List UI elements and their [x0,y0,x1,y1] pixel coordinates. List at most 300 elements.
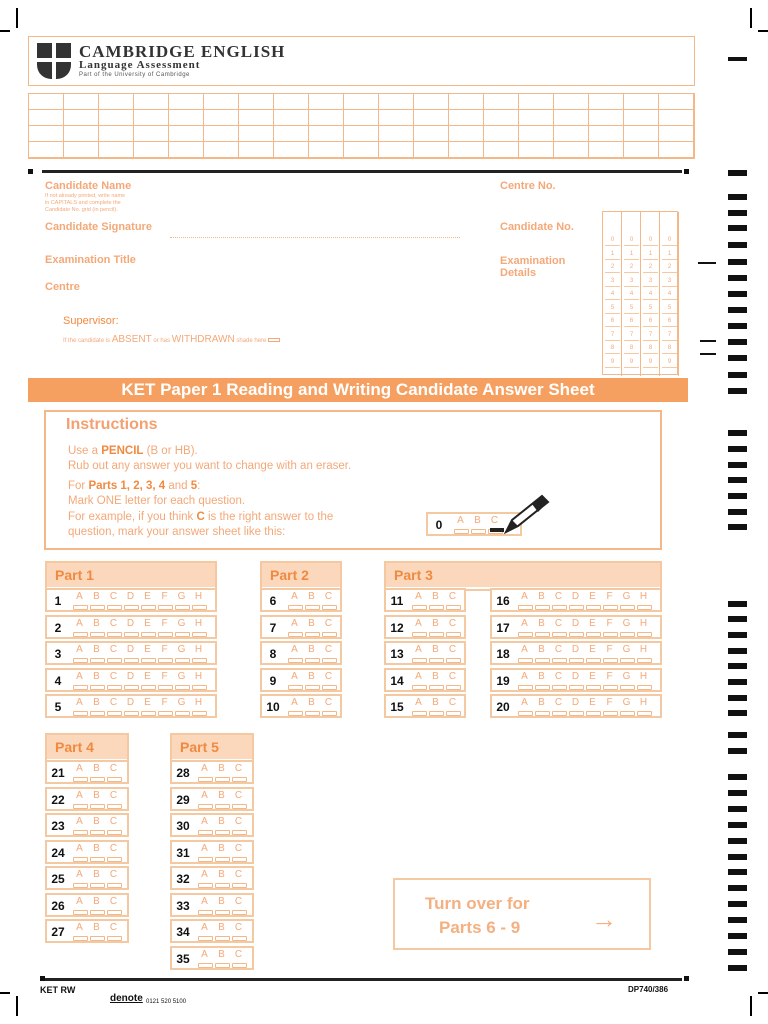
entry-grid-cell[interactable] [239,94,274,110]
entry-grid-cell[interactable] [589,142,624,158]
answer-option-bubble[interactable]: B [303,591,320,602]
answer-option-bubble[interactable]: C [320,697,337,708]
candidate-digit-bubble[interactable]: 4 [624,290,639,300]
answer-option-bubble[interactable]: C [550,618,567,629]
answer-option-bubble[interactable]: E [139,618,156,629]
answer-option-bubble[interactable]: H [635,644,652,655]
entry-grid-cell[interactable] [99,94,134,110]
answer-option-bubble[interactable]: A [410,644,427,655]
candidate-digit-bubble[interactable]: 1 [624,250,639,260]
answer-option-bubble[interactable]: C [550,697,567,708]
answer-option-bubble[interactable]: C [105,763,122,774]
entry-grid-cell[interactable] [624,142,659,158]
answer-option-bubble[interactable]: E [139,644,156,655]
answer-option-bubble[interactable]: G [173,591,190,602]
answer-option-bubble[interactable]: B [303,618,320,629]
entry-grid-cell[interactable] [204,94,239,110]
entry-grid-cell[interactable] [589,94,624,110]
timing-mark [728,854,747,860]
answer-option-bubble[interactable]: D [567,671,584,682]
answer-option-bubble[interactable]: A [516,644,533,655]
answer-option-bubble[interactable]: G [173,697,190,708]
answer-option-bubble[interactable]: C [444,697,461,708]
candidate-digit-bubble[interactable]: 5 [662,304,677,314]
entry-grid-cell[interactable] [484,110,519,126]
answer-option-bubble[interactable]: E [139,697,156,708]
answer-option-bubble[interactable]: A [410,591,427,602]
answer-option-bubble[interactable]: D [567,591,584,602]
entry-grid-cell[interactable] [64,126,99,142]
answer-option-bubble[interactable]: A [196,790,213,801]
absent-shade-box[interactable] [268,338,280,342]
centre-label: Centre [45,281,80,293]
answer-option-bubble[interactable]: B [213,922,230,933]
entry-grid-cell[interactable] [64,110,99,126]
entry-grid-cell[interactable] [449,94,484,110]
entry-grid-cell[interactable] [169,142,204,158]
entry-grid-cell[interactable] [519,126,554,142]
entry-grid-cell[interactable] [169,94,204,110]
candidate-digit-bubble[interactable]: 5 [605,304,620,314]
answer-option-bubble[interactable]: A [71,697,88,708]
answer-option-bubble[interactable]: B [213,816,230,827]
answer-option-bubble[interactable]: B [213,763,230,774]
answer-option-bubble[interactable]: B [88,896,105,907]
candidate-number-column [641,212,660,376]
answer-option-bubble[interactable]: B [303,644,320,655]
answer-option-bubble[interactable]: A [196,922,213,933]
answer-option-bubble[interactable]: A [516,591,533,602]
candidate-digit-bubble[interactable]: 2 [605,263,620,273]
entry-grid-cell[interactable] [554,110,589,126]
entry-grid-cell[interactable] [309,126,344,142]
entry-grid-cell[interactable] [519,142,554,158]
answer-option-bubble[interactable]: A [286,644,303,655]
answer-option-bubble[interactable]: C [105,896,122,907]
entry-grid-cell[interactable] [204,126,239,142]
answer-option-bubble[interactable]: D [567,644,584,655]
answer-option-bubble[interactable]: C [230,949,247,960]
answer-option-bubble[interactable]: H [635,591,652,602]
entry-grid-cell[interactable] [414,110,449,126]
answer-option-bubble[interactable]: D [122,644,139,655]
candidate-digit-bubble[interactable]: 2 [643,263,658,273]
candidate-digit-bubble[interactable]: 3 [624,277,639,287]
answer-option-bubble[interactable]: B [213,843,230,854]
candidate-digit-bubble[interactable]: 9 [624,358,639,368]
candidate-digit-bubble[interactable]: 7 [624,331,639,341]
entry-grid-cell[interactable] [239,110,274,126]
candidate-digit-bubble[interactable]: 7 [662,331,677,341]
answer-option-bubble[interactable]: B [88,843,105,854]
answer-option-bubble[interactable]: A [71,790,88,801]
answer-option-bubble[interactable]: A [71,843,88,854]
answer-option-bubble[interactable]: A [71,763,88,774]
answer-option-bubble[interactable]: C [320,591,337,602]
question-row [170,813,254,837]
answer-option-bubble[interactable]: C [550,644,567,655]
answer-option-bubble[interactable]: B [427,591,444,602]
entry-grid-cell[interactable] [274,142,309,158]
candidate-digit-bubble[interactable]: 0 [605,236,620,246]
answer-option-bubble[interactable]: E [584,697,601,708]
answer-option-bubble[interactable]: A [196,949,213,960]
candidate-digit-bubble[interactable]: 7 [643,331,658,341]
candidate-digit-bubble[interactable]: 9 [662,358,677,368]
timing-mark [728,194,747,200]
answer-option-bubble[interactable]: C [320,671,337,682]
answer-option-bubble[interactable]: F [156,671,173,682]
answer-option-bubble[interactable]: A [71,816,88,827]
answer-option-bubble[interactable]: A [71,618,88,629]
examination-title-label: Examination Title [45,254,136,266]
answer-option-bubble[interactable]: C [444,644,461,655]
answer-option-bubble[interactable]: C [105,816,122,827]
answer-option-bubble[interactable]: C [105,843,122,854]
question-row [170,893,254,917]
entry-grid-cell[interactable] [134,142,169,158]
answer-option-bubble[interactable]: A [410,671,427,682]
answer-option-bubble[interactable]: B [427,644,444,655]
entry-grid-cell[interactable] [169,126,204,142]
entry-grid-cell[interactable] [414,126,449,142]
answer-option-bubble[interactable]: B [427,671,444,682]
candidate-digit-bubble[interactable]: 8 [605,344,620,354]
entry-grid-cell[interactable] [624,94,659,110]
entry-grid-cell[interactable] [309,142,344,158]
answer-option-bubble[interactable]: H [190,618,207,629]
candidate-digit-bubble[interactable]: 6 [605,317,620,327]
entry-grid-cell[interactable] [134,110,169,126]
answer-option-bubble[interactable]: A [452,515,469,526]
answer-option-bubble[interactable]: H [635,618,652,629]
answer-option-bubble[interactable]: F [156,591,173,602]
answer-option-bubble[interactable]: G [618,618,635,629]
answer-option-bubble[interactable]: B [88,816,105,827]
answer-option-bubble[interactable]: C [105,790,122,801]
instructions-box [44,410,662,550]
candidate-digit-bubble[interactable]: 0 [662,236,677,246]
answer-option-bubble[interactable]: A [196,896,213,907]
answer-option-bubble[interactable]: C [230,763,247,774]
entry-grid-cell[interactable] [449,110,484,126]
answer-option-bubble[interactable]: B [213,869,230,880]
answer-option-bubble[interactable]: D [122,591,139,602]
answer-option-bubble[interactable]: A [71,869,88,880]
answer-option-bubble[interactable]: B [427,697,444,708]
candidate-digit-bubble[interactable]: 8 [662,344,677,354]
candidate-digit-bubble[interactable]: 3 [643,277,658,287]
candidate-digit-bubble[interactable]: 6 [662,317,677,327]
answer-option-bubble[interactable]: B [213,896,230,907]
answer-option-bubble[interactable]: C [105,869,122,880]
answer-option-bubble[interactable]: D [567,697,584,708]
answer-option-bubble[interactable]: C [105,671,122,682]
entry-grid-cell[interactable] [414,142,449,158]
answer-option-bubble[interactable]: A [286,591,303,602]
entry-grid-cell[interactable] [379,110,414,126]
entry-grid-cell[interactable] [64,94,99,110]
question-number: 12 [390,620,404,635]
candidate-digit-bubble[interactable]: 6 [624,317,639,327]
answer-option-bubble[interactable]: B [88,697,105,708]
candidate-digit-bubble[interactable]: 7 [605,331,620,341]
answer-option-bubble[interactable]: H [190,671,207,682]
candidate-digit-bubble[interactable]: 1 [605,250,620,260]
timing-mark [728,869,747,875]
answer-option-bubble[interactable]: G [173,671,190,682]
answer-option-bubble[interactable]: D [122,697,139,708]
answer-option-bubble[interactable]: A [196,869,213,880]
answer-option-bubble[interactable]: C [105,591,122,602]
entry-grid-cell[interactable] [519,110,554,126]
answer-option-bubble[interactable]: C [550,591,567,602]
answer-option-bubble[interactable]: G [618,697,635,708]
instruction-line: Rub out any answer you want to change with an eraser. [68,460,352,472]
answer-option-bubble[interactable]: B [533,618,550,629]
entry-grid-cell[interactable] [99,110,134,126]
answer-option-bubble[interactable]: A [286,697,303,708]
candidate-digit-bubble[interactable]: 4 [662,290,677,300]
answer-option-bubble[interactable]: B [88,618,105,629]
answer-option-bubble[interactable]: A [196,843,213,854]
answer-option-bubble[interactable]: A [71,644,88,655]
answer-option-bubble[interactable]: C [230,816,247,827]
answer-option-bubble[interactable]: A [516,671,533,682]
answer-option-bubble[interactable]: B [213,949,230,960]
answer-option-bubble[interactable]: D [567,618,584,629]
answer-option-bubble[interactable]: B [533,671,550,682]
answer-option-bubble[interactable]: B [469,515,486,526]
candidate-digit-bubble[interactable]: 9 [643,358,658,368]
entry-grid-cell[interactable] [624,126,659,142]
entry-grid-cell[interactable] [659,110,694,126]
entry-grid-cell[interactable] [344,94,379,110]
answer-option-bubble[interactable]: B [427,618,444,629]
answer-option-bubble[interactable]: D [122,671,139,682]
entry-grid-cell[interactable] [99,142,134,158]
entry-grid-cell[interactable] [274,94,309,110]
answer-option-bubble[interactable]: F [601,697,618,708]
answer-option-bubble[interactable]: A [516,618,533,629]
candidate-digit-bubble[interactable]: 8 [624,344,639,354]
entry-grid-cell[interactable] [274,110,309,126]
entry-grid-cell[interactable] [659,142,694,158]
candidate-digit-bubble[interactable]: 5 [624,304,639,314]
entry-grid-cell[interactable] [659,94,694,110]
answer-option-bubble[interactable]: C [105,922,122,933]
entry-grid-cell[interactable] [519,94,554,110]
brand-subtitle: Language Assessment [79,59,201,71]
answer-option-bubble[interactable]: E [584,591,601,602]
answer-option-bubble[interactable]: C [444,591,461,602]
candidate-digit-bubble[interactable]: 3 [662,277,677,287]
answer-option-bubble[interactable]: B [88,922,105,933]
answer-option-bubble[interactable]: G [618,591,635,602]
candidate-digit-bubble[interactable]: 1 [643,250,658,260]
answer-option-bubble[interactable]: H [190,591,207,602]
answer-options [196,922,247,933]
answer-option-bubble[interactable]: C [550,671,567,682]
entry-grid-cell[interactable] [29,126,64,142]
answer-option-bubble[interactable]: C [444,671,461,682]
signature-line[interactable] [170,237,460,238]
candidate-digit-bubble[interactable]: 4 [605,290,620,300]
answer-option-bubble[interactable]: B [303,671,320,682]
entry-grid-cell[interactable] [309,110,344,126]
entry-grid-cell[interactable] [484,126,519,142]
question-number: 16 [496,594,510,608]
answer-option-bubble[interactable]: D [122,618,139,629]
entry-grid-cell[interactable] [449,142,484,158]
answer-option-bubble[interactable]: A [410,618,427,629]
answer-option-bubble[interactable]: G [173,644,190,655]
answer-option-bubble[interactable]: B [533,644,550,655]
answer-option-bubble[interactable]: C [230,869,247,880]
timing-mark [728,446,747,452]
answer-option-bubble[interactable]: C [105,697,122,708]
answer-option-bubble[interactable]: G [173,618,190,629]
candidate-digit-bubble[interactable]: 0 [643,236,658,246]
candidate-number-grid[interactable] [602,211,678,375]
answer-option-bubble[interactable]: A [71,896,88,907]
answer-option-bubble[interactable]: H [190,644,207,655]
part3-heading: Part 3 [386,563,660,587]
answer-option-bubble[interactable]: F [156,697,173,708]
answer-option-bubble[interactable]: B [88,644,105,655]
answer-option-bubble[interactable]: B [533,697,550,708]
candidate-digit-bubble[interactable]: 6 [643,317,658,327]
answer-option-bubble[interactable]: A [71,922,88,933]
answer-option-bubble[interactable]: C [444,618,461,629]
entry-grid-cell[interactable] [554,94,589,110]
answer-option-bubble[interactable]: C [230,922,247,933]
answer-option-bubble[interactable]: G [618,644,635,655]
answer-option-bubble[interactable]: A [71,591,88,602]
candidate-digit-bubble[interactable]: 0 [624,236,639,246]
answer-option-bubble[interactable]: H [635,671,652,682]
answer-option-bubble[interactable]: B [533,591,550,602]
answer-options [71,697,207,708]
answer-option-bubble[interactable]: A [196,763,213,774]
answer-option-bubble[interactable]: B [303,697,320,708]
entry-grid-cell[interactable] [484,94,519,110]
answer-option-bubble[interactable]: C [230,843,247,854]
entry-grid-cell[interactable] [589,126,624,142]
entry-grid-cell[interactable] [484,142,519,158]
entry-grid-cell[interactable] [344,126,379,142]
entry-grid-cell[interactable] [344,142,379,158]
answer-option-bubble[interactable]: F [601,618,618,629]
entry-grid-cell[interactable] [414,94,449,110]
answer-option-bubble[interactable]: B [88,763,105,774]
entry-grid-cell[interactable] [29,94,64,110]
entry-grid-cell[interactable] [239,126,274,142]
answer-option-bubble[interactable]: C [320,618,337,629]
entry-grid-cell[interactable] [169,110,204,126]
entry-grid-cell[interactable] [64,142,99,158]
entry-grid-cell[interactable] [449,126,484,142]
answer-option-bubble[interactable]: F [156,644,173,655]
answer-option-bubble[interactable]: B [88,869,105,880]
entry-grid-cell[interactable] [99,126,134,142]
entry-grid-cell[interactable] [204,110,239,126]
entry-grid-cell[interactable] [274,126,309,142]
candidate-digit-bubble[interactable]: 5 [643,304,658,314]
entry-grid-cell[interactable] [29,110,64,126]
answer-option-bubble[interactable]: C [105,644,122,655]
answer-option-bubble[interactable]: E [139,671,156,682]
entry-grid-cell[interactable] [134,126,169,142]
entry-grid-cell[interactable] [379,94,414,110]
entry-grid-cell[interactable] [659,126,694,142]
answer-option-bubble[interactable]: H [190,697,207,708]
question-number: 11 [390,594,404,608]
answer-option-bubble[interactable]: B [88,671,105,682]
candidate-digit-bubble[interactable]: 3 [605,277,620,287]
candidate-signature-label: Candidate Signature [45,221,152,233]
answer-option-bubble[interactable]: A [71,671,88,682]
candidate-digit-bubble[interactable]: 2 [624,263,639,273]
entry-grid-cell[interactable] [29,142,64,158]
entry-grid-cell[interactable] [554,142,589,158]
answer-option-bubble[interactable]: F [601,671,618,682]
answer-option-bubble[interactable]: F [156,618,173,629]
answer-option-bubble[interactable]: E [584,671,601,682]
candidate-digit-bubble[interactable]: 8 [643,344,658,354]
answer-option-bubble[interactable]: H [635,697,652,708]
entry-grid-cell[interactable] [309,94,344,110]
answer-option-bubble[interactable]: C [486,515,503,526]
candidate-digit-bubble[interactable]: 9 [605,358,620,368]
answer-option-bubble[interactable]: F [601,644,618,655]
question-row [384,668,466,692]
answer-option-bubble[interactable]: C [105,618,122,629]
answer-options [71,591,207,602]
answer-option-bubble[interactable]: G [618,671,635,682]
answer-option-bubble[interactable]: A [410,697,427,708]
answer-option-bubble[interactable]: C [230,896,247,907]
entry-grid-cell[interactable] [204,142,239,158]
entry-grid-cell[interactable] [344,110,379,126]
entry-grid-cell[interactable] [554,126,589,142]
answer-option-bubble[interactable]: A [286,671,303,682]
answer-option-bubble[interactable]: B [213,790,230,801]
answer-option-bubble[interactable]: E [139,591,156,602]
answer-option-bubble[interactable]: C [320,644,337,655]
candidate-digit-bubble[interactable]: 1 [662,250,677,260]
answer-option-bubble[interactable]: F [601,591,618,602]
answer-option-bubble[interactable]: A [516,697,533,708]
entry-grid-cell[interactable] [624,110,659,126]
entry-grid-cell[interactable] [379,126,414,142]
entry-grid-cell[interactable] [379,142,414,158]
entry-grid-cell[interactable] [239,142,274,158]
answer-option-bubble[interactable]: B [88,591,105,602]
answer-option-bubble[interactable]: B [88,790,105,801]
entry-grid-cell[interactable] [589,110,624,126]
answer-option-bubble[interactable]: E [584,644,601,655]
question-number: 3 [54,647,62,661]
entry-grid-cell[interactable] [134,94,169,110]
answer-option-bubble[interactable]: E [584,618,601,629]
answer-option-bubble[interactable]: C [230,790,247,801]
answer-option-bubble[interactable]: A [286,618,303,629]
candidate-digit-bubble[interactable]: 2 [662,263,677,273]
candidate-digit-bubble[interactable]: 4 [643,290,658,300]
question-number: 20 [496,700,510,714]
answer-option-bubble[interactable]: A [196,816,213,827]
